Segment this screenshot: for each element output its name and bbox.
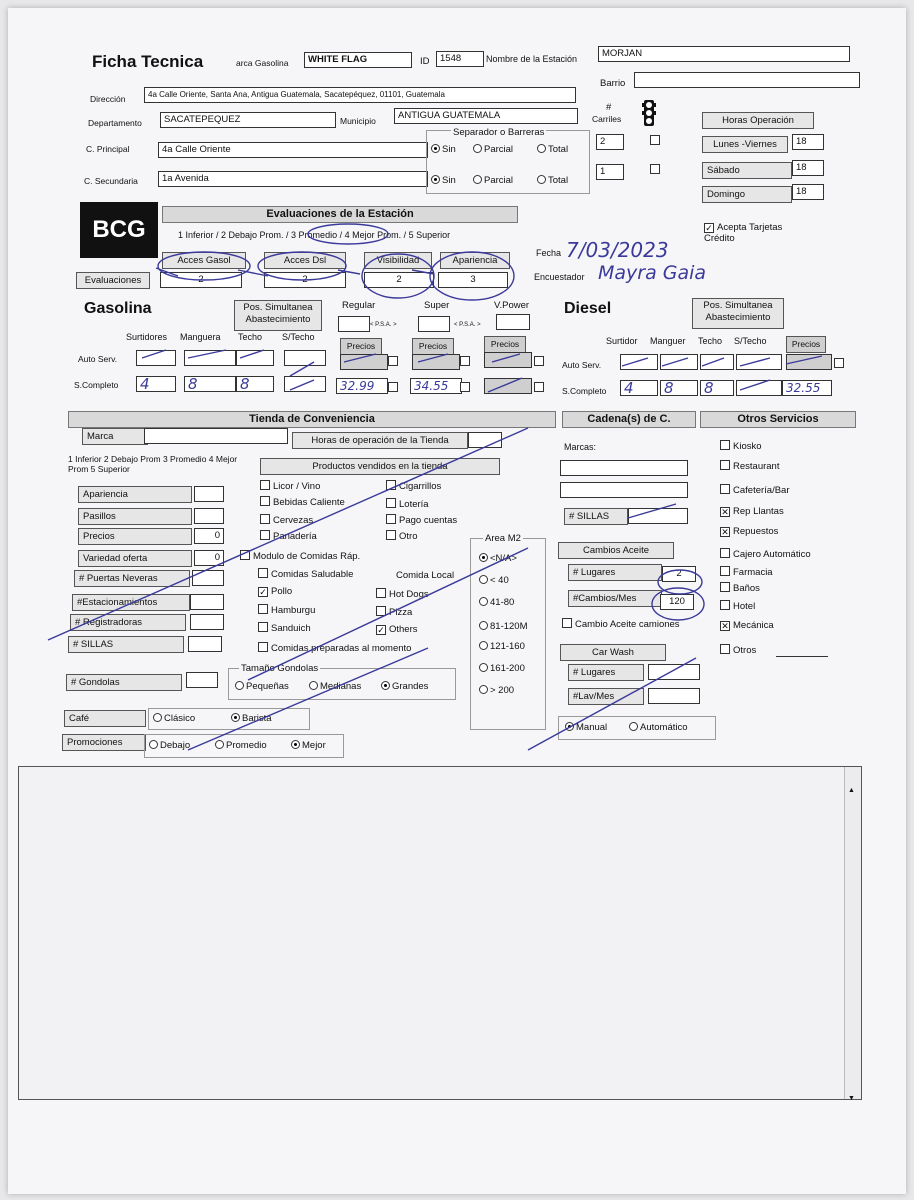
tienda-header: Tienda de Conveniencia bbox=[68, 411, 556, 428]
car-wash-type-group bbox=[558, 716, 716, 740]
cw-manual[interactable]: Manual bbox=[565, 722, 607, 733]
d-col-surtidor: Surtidor bbox=[606, 336, 638, 346]
barrio-field[interactable] bbox=[634, 72, 860, 88]
c-principal-field[interactable]: 4a Calle Oriente bbox=[158, 142, 428, 158]
prod-comida-local: Comida Local bbox=[396, 570, 455, 581]
precios-super-label: Precios bbox=[412, 338, 454, 355]
cambio-camiones-check[interactable]: Cambio Aceite camiones bbox=[562, 618, 680, 630]
acces-gasol-field[interactable]: 2 bbox=[160, 272, 242, 288]
col-stecho: S/Techo bbox=[282, 332, 315, 342]
precios-regular-label: Precios bbox=[340, 338, 382, 355]
area-opt-1[interactable]: < 40 bbox=[479, 575, 509, 586]
t-sillas-field[interactable] bbox=[188, 636, 222, 652]
id-field[interactable]: 1548 bbox=[436, 51, 484, 67]
area-m2-label: Area M2 bbox=[485, 533, 521, 544]
d-col-stecho: S/Techo bbox=[734, 336, 767, 346]
prod-pollo[interactable]: ✓ Pollo bbox=[259, 586, 293, 597]
carriles-2-check[interactable] bbox=[650, 164, 663, 176]
scroll-up-icon[interactable]: ▲ bbox=[848, 787, 855, 794]
regular-label: Regular bbox=[342, 300, 376, 311]
separador-1-sin[interactable]: Sin bbox=[431, 144, 456, 155]
marca-label: arca Gasolina bbox=[236, 58, 289, 68]
domingo-label: Domingo bbox=[702, 186, 792, 203]
servicio-mecanica[interactable]: ✕ Mecánica bbox=[721, 620, 774, 631]
separador-1-parcial[interactable]: Parcial bbox=[473, 144, 513, 155]
psa-label-2: < P.S.A. > bbox=[454, 322, 481, 328]
d-as-precio[interactable] bbox=[786, 354, 832, 370]
municipio-label: Municipio bbox=[340, 116, 376, 126]
prod-bebidas[interactable]: Bebidas Caliente bbox=[260, 496, 345, 508]
acepta-tarjetas-check[interactable]: ✓ Acepta Tarjetas Crédito bbox=[704, 222, 783, 244]
d-sc-surtidor[interactable]: 4 bbox=[620, 380, 658, 396]
as-super-check[interactable] bbox=[460, 356, 473, 368]
carriles-1-check[interactable] bbox=[650, 135, 663, 147]
cafe-barista[interactable]: Barista bbox=[231, 713, 272, 724]
evaluaciones-label: Evaluaciones bbox=[76, 272, 150, 289]
gasolina-pos-simultanea: Pos. Simultanea Abastecimiento bbox=[234, 300, 322, 331]
as-stecho[interactable] bbox=[284, 350, 326, 366]
gondolas-grandes[interactable]: Grandes bbox=[381, 681, 428, 692]
separador-group bbox=[426, 127, 590, 194]
t-estacionamientos-field[interactable] bbox=[190, 594, 224, 610]
t-gondolas-label: # Gondolas bbox=[66, 674, 182, 691]
marca-field[interactable]: WHITE FLAG bbox=[304, 52, 412, 68]
d-col-techo: Techo bbox=[698, 336, 723, 346]
c-principal-label: C. Principal bbox=[86, 144, 130, 154]
lunes-viernes-label: Lunes -Viernes bbox=[702, 136, 788, 153]
prod-sanduich[interactable]: Sanduich bbox=[258, 622, 311, 634]
prod-saludable[interactable]: Comidas Saludable bbox=[258, 568, 353, 580]
cadena-header: Cadena(s) de C. bbox=[562, 411, 696, 428]
d-sc-precio[interactable]: 32.55 bbox=[782, 380, 832, 396]
carriles-1-field[interactable]: 2 bbox=[596, 134, 624, 150]
gasolina-title: Gasolina bbox=[84, 300, 152, 317]
marcas-field-1[interactable] bbox=[560, 460, 688, 476]
prod-otro[interactable]: Otro bbox=[386, 530, 417, 542]
regular-psa-field[interactable] bbox=[338, 316, 370, 332]
d-col-manguer: Manguer bbox=[650, 336, 686, 346]
sc-manguera[interactable]: 8 bbox=[184, 376, 236, 392]
auto-serv-label: Auto Serv. bbox=[78, 354, 118, 364]
promo-debajo[interactable]: Debajo bbox=[149, 740, 190, 751]
area-opt-3[interactable]: 81-120M bbox=[479, 621, 528, 632]
promo-promedio[interactable]: Promedio bbox=[215, 740, 267, 751]
ca-cambios-mes-label: #Cambios/Mes bbox=[568, 590, 662, 607]
t-estacionamientos-label: #Estacionamientos bbox=[72, 594, 190, 611]
t-registradoras-label: # Registradoras bbox=[70, 614, 186, 631]
separador-2-total[interactable]: Total bbox=[537, 175, 568, 186]
prod-hotdogs[interactable]: Hot Dogs bbox=[376, 588, 429, 600]
traffic-light-icon bbox=[642, 100, 656, 126]
servicio-farmacia[interactable]: Farmacia bbox=[720, 566, 773, 578]
vpower-label: V.Power bbox=[494, 300, 530, 311]
precios-vpower-label: Precios bbox=[484, 336, 526, 353]
sc-precio-regular[interactable]: 32.99 bbox=[336, 378, 388, 394]
t-gondolas-field[interactable] bbox=[186, 672, 218, 688]
d-sc-manguer[interactable]: 8 bbox=[660, 380, 698, 396]
d-auto-serv-label: Auto Serv. bbox=[562, 360, 602, 370]
super-psa-field[interactable] bbox=[418, 316, 450, 332]
t-apariencia-field[interactable] bbox=[194, 486, 224, 502]
sc-regular-check[interactable] bbox=[388, 382, 401, 394]
tienda-scale: 1 Inferior 2 Debajo Prom 3 Promedio 4 Mejor Prom 5 Superior bbox=[68, 454, 238, 474]
s-completo-label: S.Completo bbox=[74, 380, 119, 390]
fecha-value[interactable]: 7/03/2023 bbox=[566, 238, 669, 262]
d-sc-stecho[interactable] bbox=[736, 380, 782, 396]
marcas-field-2[interactable] bbox=[560, 482, 688, 498]
cambios-aceite-label: Cambios Aceite bbox=[558, 542, 674, 559]
diesel-title: Diesel bbox=[564, 300, 612, 317]
as-manguera[interactable] bbox=[184, 350, 236, 366]
prod-licor[interactable]: Licor / Vino bbox=[260, 480, 320, 492]
cafe-group bbox=[148, 708, 310, 730]
servicio-cajero[interactable]: Cajero Automático bbox=[720, 548, 811, 560]
cafe-clasico[interactable]: Clásico bbox=[153, 713, 195, 724]
as-precio-super[interactable] bbox=[412, 354, 460, 370]
ca-lugares-field[interactable]: 2 bbox=[662, 566, 696, 582]
horas-operacion-button[interactable]: Horas Operación bbox=[702, 112, 814, 129]
c-secundaria-field[interactable]: 1a Avenida bbox=[158, 171, 428, 187]
tienda-horas-label: Horas de operación de la Tienda bbox=[292, 432, 468, 449]
visibilidad-label: Visibilidad bbox=[364, 252, 432, 269]
as-precio-vpower[interactable] bbox=[484, 352, 532, 368]
prod-hamburguesa[interactable]: Hamburgu bbox=[258, 604, 315, 616]
servicio-hotel[interactable]: Hotel bbox=[720, 600, 755, 612]
municipio-field[interactable]: ANTIGUA GUATEMALA bbox=[394, 108, 578, 124]
notes-textarea[interactable] bbox=[18, 766, 862, 1100]
servicio-restaurant[interactable]: Restaurant bbox=[720, 460, 779, 472]
notes-scrollbar[interactable] bbox=[844, 767, 861, 1102]
cw-lav-mes-label: #Lav/Mes bbox=[568, 688, 644, 705]
nombre-field[interactable]: MORJAN bbox=[598, 46, 850, 62]
ca-lugares-label: # Lugares bbox=[568, 564, 662, 581]
d-as-stecho[interactable] bbox=[736, 354, 782, 370]
as-precio-regular[interactable] bbox=[340, 354, 388, 370]
t-puertas-field[interactable] bbox=[192, 570, 224, 586]
domingo-field[interactable]: 18 bbox=[792, 184, 824, 200]
sc-techo[interactable]: 8 bbox=[236, 376, 274, 392]
visibilidad-field[interactable]: 2 bbox=[364, 272, 434, 288]
fecha-label: Fecha bbox=[536, 248, 562, 258]
t-registradoras-field[interactable] bbox=[190, 614, 224, 630]
prod-pizza[interactable]: Pizza bbox=[376, 606, 412, 618]
cw-lugares-field[interactable] bbox=[648, 664, 700, 680]
prod-cervezas[interactable]: Cervezas bbox=[260, 514, 313, 526]
servicio-cafeteria[interactable]: Cafetería/Bar bbox=[720, 484, 790, 496]
form-page bbox=[8, 8, 906, 1194]
t-puertas-label: # Puertas Neveras bbox=[74, 570, 190, 587]
col-techo: Techo bbox=[238, 332, 263, 342]
col-manguera: Manguera bbox=[180, 332, 221, 342]
nombre-label: Nombre de la Estación bbox=[486, 54, 578, 64]
area-opt-5[interactable]: 161-200 bbox=[479, 663, 525, 674]
carriles-2-field[interactable]: 1 bbox=[596, 164, 624, 180]
acces-dsl-field[interactable]: 2 bbox=[264, 272, 346, 288]
d-s-completo-label: S.Completo bbox=[562, 386, 607, 396]
psa-label-1: < P.S.A. > bbox=[370, 322, 397, 328]
t-variedad-field[interactable]: 0 bbox=[194, 550, 224, 566]
gondolas-medianas[interactable]: Medianas bbox=[309, 681, 361, 692]
ca-cambios-mes-field[interactable]: 120 bbox=[660, 594, 694, 610]
prod-cigarrillos[interactable]: Cigarrillos bbox=[386, 480, 441, 492]
encuestador-label: Encuestador bbox=[534, 272, 585, 282]
acces-gasol-label: Acces Gasol bbox=[162, 252, 246, 269]
acces-dsl-label: Acces Dsl bbox=[264, 252, 346, 269]
super-label: Super bbox=[424, 300, 450, 311]
otros-line bbox=[776, 656, 828, 657]
tienda-marca-label: Marca bbox=[82, 428, 148, 445]
tienda-marca-field[interactable] bbox=[144, 428, 288, 444]
as-techo[interactable] bbox=[236, 350, 274, 366]
vpower-psa-field[interactable] bbox=[496, 314, 530, 330]
area-opt-2[interactable]: 41-80 bbox=[479, 597, 514, 608]
evaluaciones-header: Evaluaciones de la Estación bbox=[162, 206, 518, 223]
id-label: ID bbox=[420, 56, 430, 67]
tamano-gondolas-label: Tamaño Gondolas bbox=[241, 663, 319, 674]
carriles-hash: # bbox=[606, 102, 612, 113]
prod-others[interactable]: ✓ Others bbox=[377, 624, 418, 635]
d-as-manguer[interactable] bbox=[660, 354, 698, 370]
t-variedad-label: Variedad oferta bbox=[78, 550, 192, 567]
prod-pago[interactable]: Pago cuentas bbox=[386, 514, 457, 526]
cw-lav-mes-field[interactable] bbox=[648, 688, 700, 704]
carriles-label: Carriles bbox=[592, 114, 622, 124]
barrio-label: Barrio bbox=[600, 78, 626, 89]
car-wash-label: Car Wash bbox=[560, 644, 666, 661]
sabado-field[interactable]: 18 bbox=[792, 160, 824, 176]
prod-loteria[interactable]: Lotería bbox=[386, 498, 429, 510]
as-vpower-check[interactable] bbox=[534, 356, 547, 368]
col-surtidores: Surtidores bbox=[126, 332, 168, 342]
servicio-otros[interactable]: Otros bbox=[720, 644, 756, 656]
t-pasillos-field[interactable] bbox=[194, 508, 224, 524]
departamento-label: Departamento bbox=[88, 118, 142, 128]
separador-label: Separador o Barreras bbox=[453, 127, 545, 138]
sc-vpower-check[interactable] bbox=[534, 382, 547, 394]
t-sillas-label: # SILLAS bbox=[68, 636, 184, 653]
d-precios-label: Precios bbox=[786, 336, 826, 353]
lunes-viernes-field[interactable]: 18 bbox=[792, 134, 824, 150]
prod-panaderia[interactable]: Panadería bbox=[260, 530, 317, 542]
cafe-label: Café bbox=[64, 710, 146, 727]
as-surtidores[interactable] bbox=[136, 350, 176, 366]
promociones-group bbox=[144, 734, 344, 758]
encuestador-value[interactable]: Mayra Gaia bbox=[598, 262, 707, 284]
sc-precio-vpower[interactable] bbox=[484, 378, 532, 394]
c-sillas-label: # SILLAS bbox=[564, 508, 628, 525]
separador-1-total[interactable]: Total bbox=[537, 144, 568, 155]
sc-super-check[interactable] bbox=[460, 382, 473, 394]
sc-stecho[interactable] bbox=[284, 376, 326, 392]
prod-preparadas[interactable]: Comidas preparadas al momento bbox=[258, 642, 411, 654]
area-opt-4[interactable]: 121-160 bbox=[479, 641, 525, 652]
apariencia-field[interactable]: 3 bbox=[438, 272, 508, 288]
area-opt-6[interactable]: > 200 bbox=[479, 685, 514, 696]
sc-surtidores[interactable]: 4 bbox=[136, 376, 176, 392]
t-precios-field[interactable]: 0 bbox=[194, 528, 224, 544]
diesel-pos-simultanea: Pos. Simultanea Abastecimiento bbox=[692, 298, 784, 329]
promo-mejor[interactable]: Mejor bbox=[291, 740, 326, 751]
c-sillas-field[interactable] bbox=[628, 508, 688, 524]
cw-lugares-label: # Lugares bbox=[568, 664, 644, 681]
evaluaciones-scale: 1 Inferior / 2 Debajo Prom. / 3 Promedio / 4 Mejor Prom. / 5 Superior bbox=[178, 230, 451, 240]
prod-modulo[interactable]: Modulo de Comidas Ráp. bbox=[240, 550, 360, 562]
d-sc-techo[interactable]: 8 bbox=[700, 380, 734, 396]
apariencia-label: Apariencia bbox=[440, 252, 510, 269]
direccion-field[interactable]: 4a Calle Oriente, Santa Ana, Antigua Guatemala, Sacatepéquez, 01101, Guatemala bbox=[144, 87, 576, 103]
promociones-label: Promociones bbox=[62, 734, 146, 751]
d-as-techo[interactable] bbox=[700, 354, 734, 370]
bcg-logo: BCG bbox=[80, 202, 158, 258]
as-regular-check[interactable] bbox=[388, 356, 401, 368]
servicio-repuestos[interactable]: ✕ Repuestos bbox=[721, 526, 779, 537]
separador-2-sin[interactable]: Sin bbox=[431, 175, 456, 186]
servicio-rep-llantas[interactable]: ✕ Rep Llantas bbox=[721, 506, 784, 517]
separador-2-parcial[interactable]: Parcial bbox=[473, 175, 513, 186]
sabado-label: Sábado bbox=[702, 162, 792, 179]
d-as-surtidor[interactable] bbox=[620, 354, 658, 370]
gondolas-pequenas[interactable]: Pequeñas bbox=[235, 681, 289, 692]
c-secundaria-label: C. Secundaria bbox=[84, 176, 138, 186]
scroll-down-icon[interactable]: ▼ bbox=[848, 1095, 855, 1102]
cw-automatico[interactable]: Automático bbox=[629, 722, 688, 733]
area-m2-group bbox=[470, 533, 546, 730]
otros-servicios-header: Otros Servicios bbox=[700, 411, 856, 428]
servicio-banos[interactable]: Baños bbox=[720, 582, 760, 594]
t-apariencia-label: Apariencia bbox=[78, 486, 192, 503]
departamento-field[interactable]: SACATEPEQUEZ bbox=[160, 112, 336, 128]
page-title: Ficha Tecnica bbox=[92, 52, 204, 71]
t-pasillos-label: Pasillos bbox=[78, 508, 192, 525]
sc-precio-super[interactable]: 34.55 bbox=[410, 378, 462, 394]
tienda-horas-field[interactable] bbox=[468, 432, 502, 448]
productos-label: Productos vendidos en la tienda bbox=[260, 458, 500, 475]
servicio-kiosko[interactable]: Kiosko bbox=[720, 440, 762, 452]
t-precios-label: Precios bbox=[78, 528, 192, 545]
direccion-label: Dirección bbox=[90, 94, 126, 104]
marcas-label: Marcas: bbox=[564, 442, 597, 452]
area-opt-0[interactable]: <N/A> bbox=[479, 553, 517, 564]
tamano-gondolas-group bbox=[228, 663, 456, 700]
d-as-check[interactable] bbox=[834, 358, 847, 370]
